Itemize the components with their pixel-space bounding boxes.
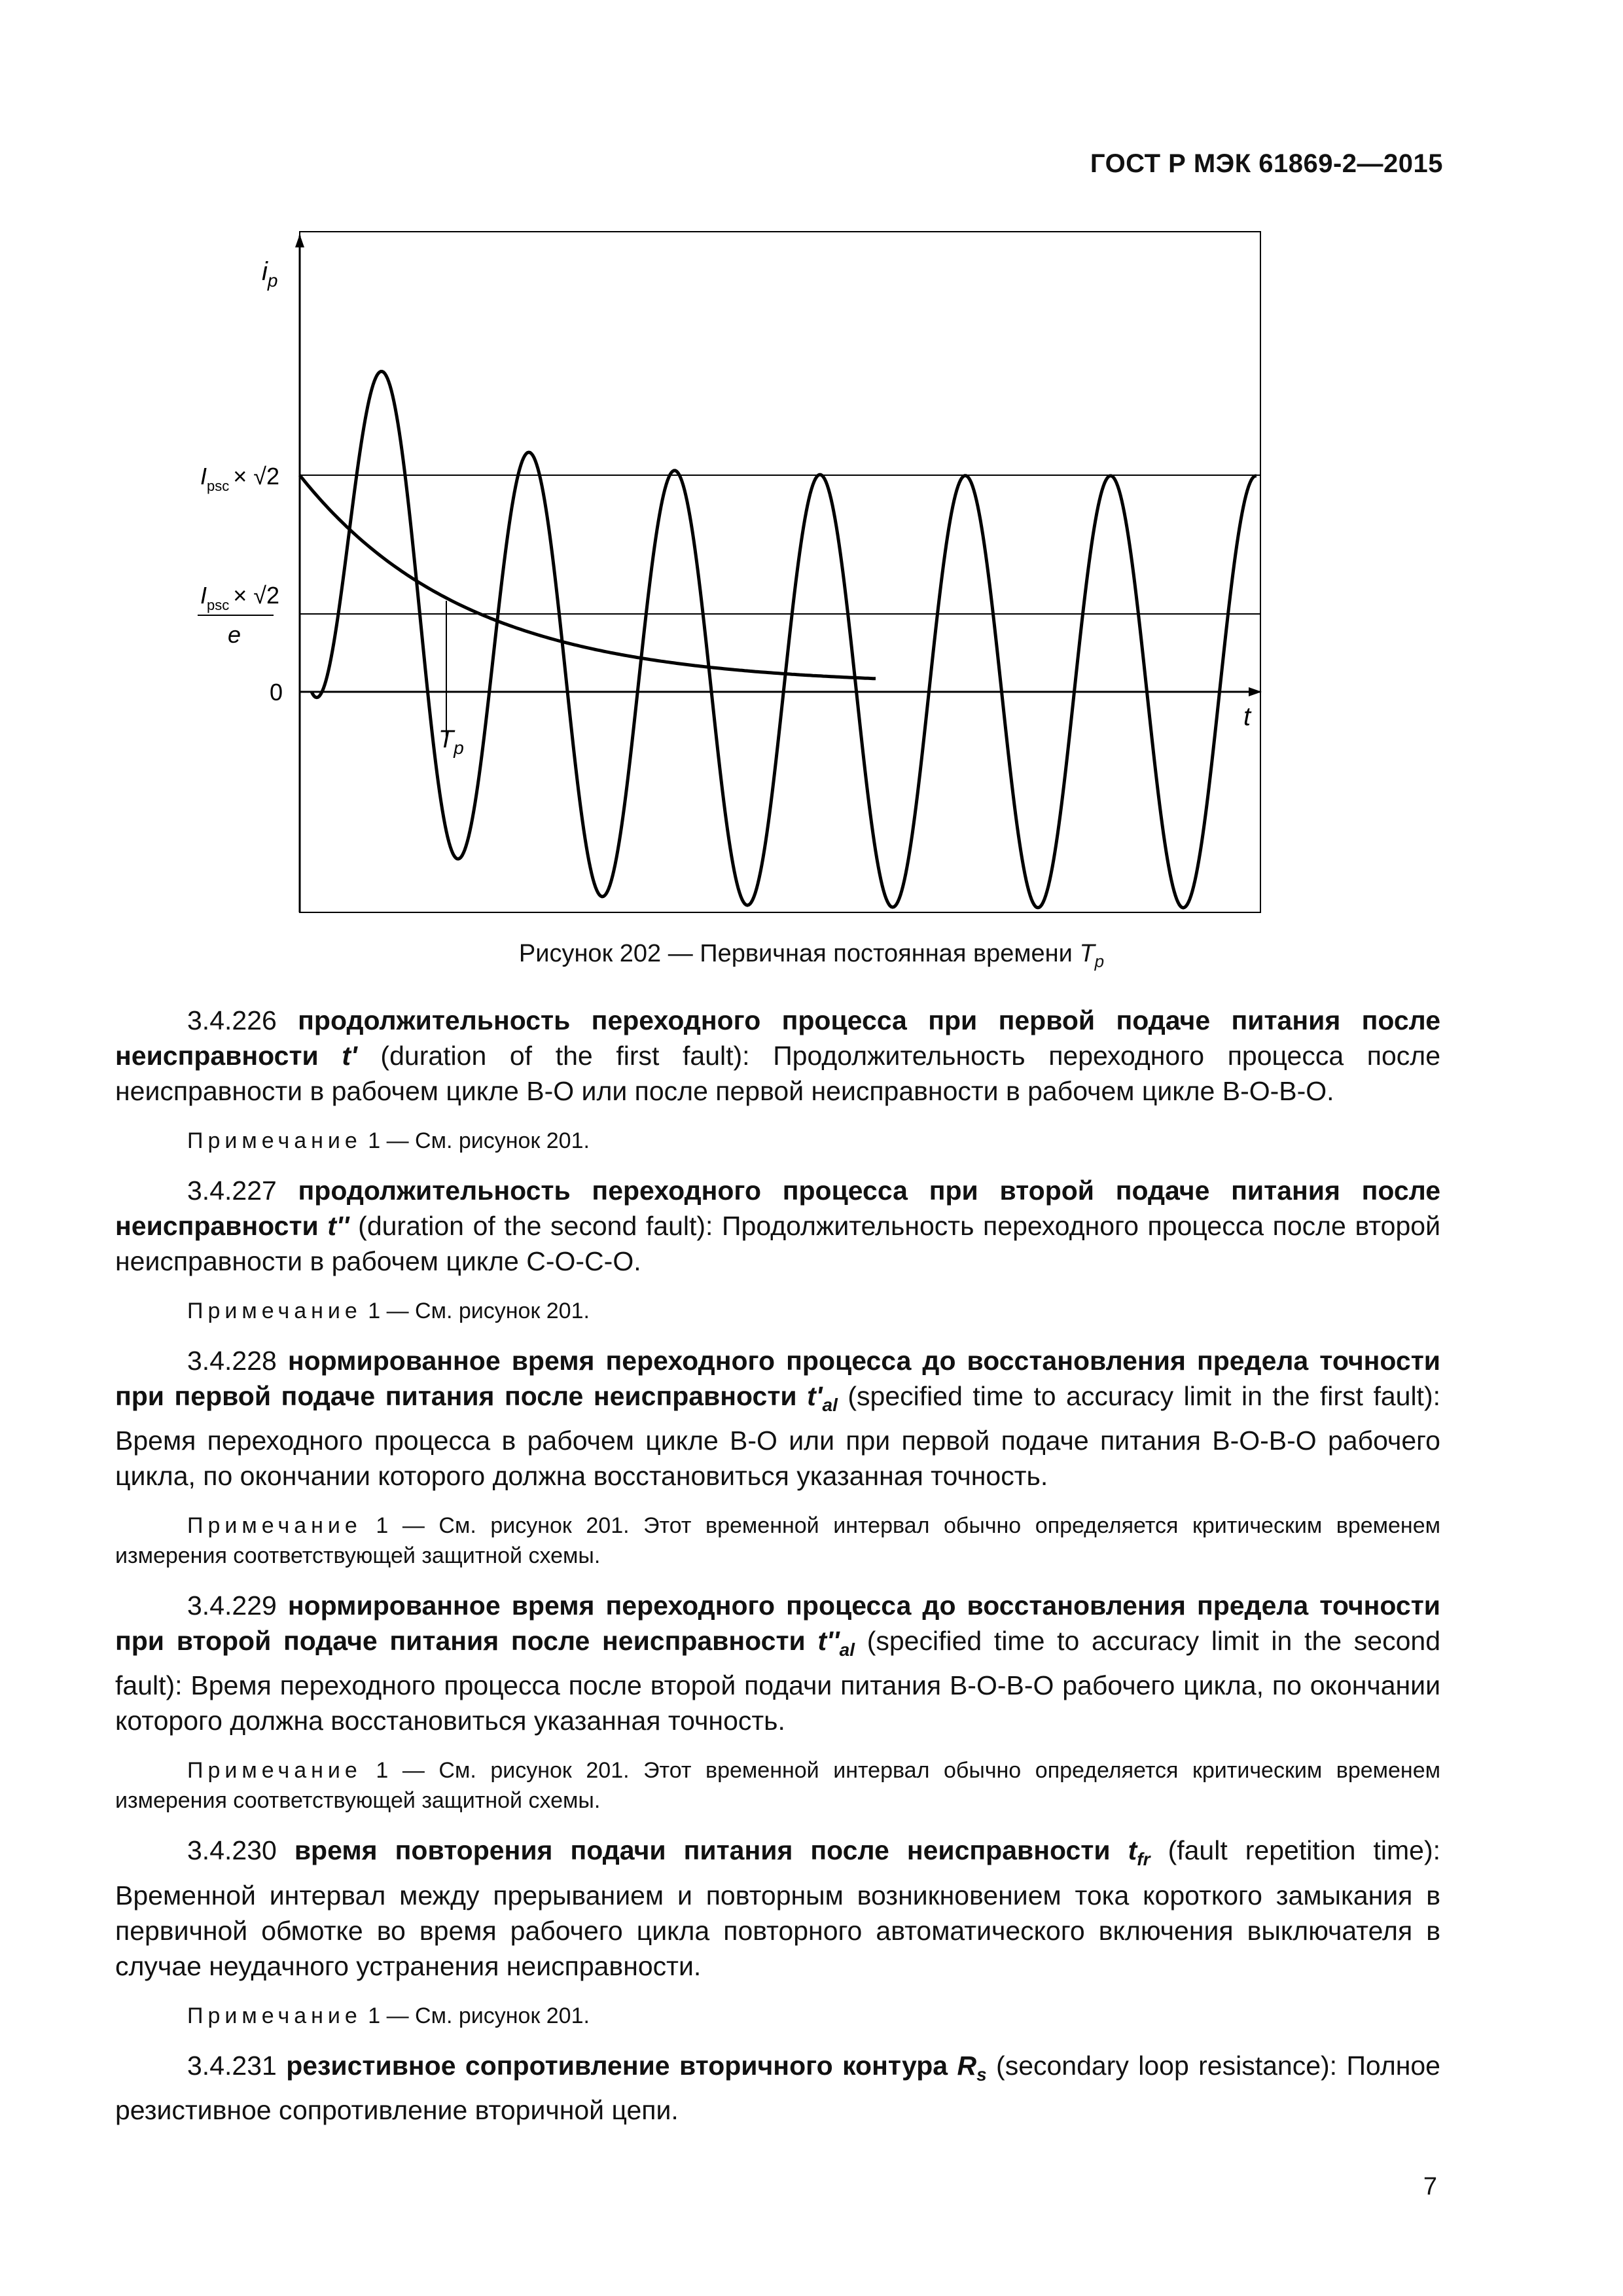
x-axis-label: t — [1243, 702, 1251, 731]
section-3-4-226: 3.4.226 продолжительность переходного процесса при первой подаче питания после неисправности t' (duration of the first fault): Продолжительность переходного процесса после неисправности в рабочем цикле В-О или после первой неисправности в рабочем цикле В-О-В-О. — [115, 1005, 1440, 1106]
section-3-4-228: 3.4.228 нормированное время переходного процесса до восстановления предела точности при первой подаче питания после неисправности $t'_{al}$ (specified time to accuracy limit in the first fault): Время переходного процесса в рабочем цикле В-О или при первой подаче питания В-О-В-О рабочего цикла, по окончании которого должна восстановиться указанная точность. — [115, 1346, 1441, 1492]
zero-label: 0 — [270, 679, 283, 706]
primary-current-waveform — [312, 372, 1257, 908]
note-3-4-228: Примечание 1 — См. рисунок 201. Этот временной интервал обычно определяется критическим временем измерения соответствующей защитной схемы. — [115, 1513, 1440, 1569]
section-3-4-231: 3.4.231 резистивное сопротивление вторичного контура $R_s$ (secondary loop resistance): Полное резистивное сопротивление вторичной цепи. — [115, 2050, 1440, 2125]
section-3-4-230: 3.4.230 время повторения подачи питания после неисправности $t_{fr}$ (fault repetition time): Временной интервал между прерыванием и повторным возникновением тока короткого замыкания в первичной обмотке во время рабочего цикла повторного автоматического включения выключателя в случае неудачного устранения неисправности. — [115, 1835, 1440, 1981]
tp-label: $T_p$ — [438, 726, 464, 758]
note-3-4-230: Примечание 1 — См. рисунок 201. — [187, 2003, 590, 2028]
label-ipsc-sqrt2: $I_{psc} \times √2$ — [200, 463, 280, 494]
section-3-4-229: 3.4.229 нормированное время переходного процесса до восстановления предела точности при второй подаче питания после неисправности $t''_{al}$ (specified time to accuracy limit in the second fault): Время переходного процесса после второй подачи питания В-О-В-О рабочего цикла, по окончании которого должна восстановиться указанная точность. — [115, 1590, 1441, 1736]
note-3-4-229: Примечание 1 — См. рисунок 201. Этот временной интервал обычно определяется критическим временем измерения соответствующей защитной схемы. — [115, 1758, 1440, 1814]
label-ipsc-sqrt2-numerator: $I_{psc} \times √2$ — [200, 582, 280, 613]
document-body — [115, 1003, 1440, 2145]
document-header: ГОСТ Р МЭК 61869-2—2015 — [1090, 149, 1443, 178]
label-e-denominator: e — [228, 621, 241, 648]
section-3-4-227: 3.4.227 продолжительность переходного процесса при второй подаче питания после неисправности t'' (duration of the second fault): Продолжительность переходного процесса после второй неисправности в рабочем цикле С-О-С-О. — [115, 1175, 1440, 1276]
note-3-4-226: Примечание 1 — См. рисунок 201. — [187, 1128, 590, 1153]
figure-202-diagram — [0, 0, 1623, 929]
note-3-4-227: Примечание 1 — См. рисунок 201. — [187, 1299, 590, 1323]
y-axis-label: $i_p$ — [262, 257, 278, 291]
figure-caption: Рисунок 202 — Первичная постоянная времени $T_p$ — [518, 940, 1105, 971]
figure-202 — [0, 0, 1623, 929]
page-number: 7 — [1423, 2173, 1437, 2200]
